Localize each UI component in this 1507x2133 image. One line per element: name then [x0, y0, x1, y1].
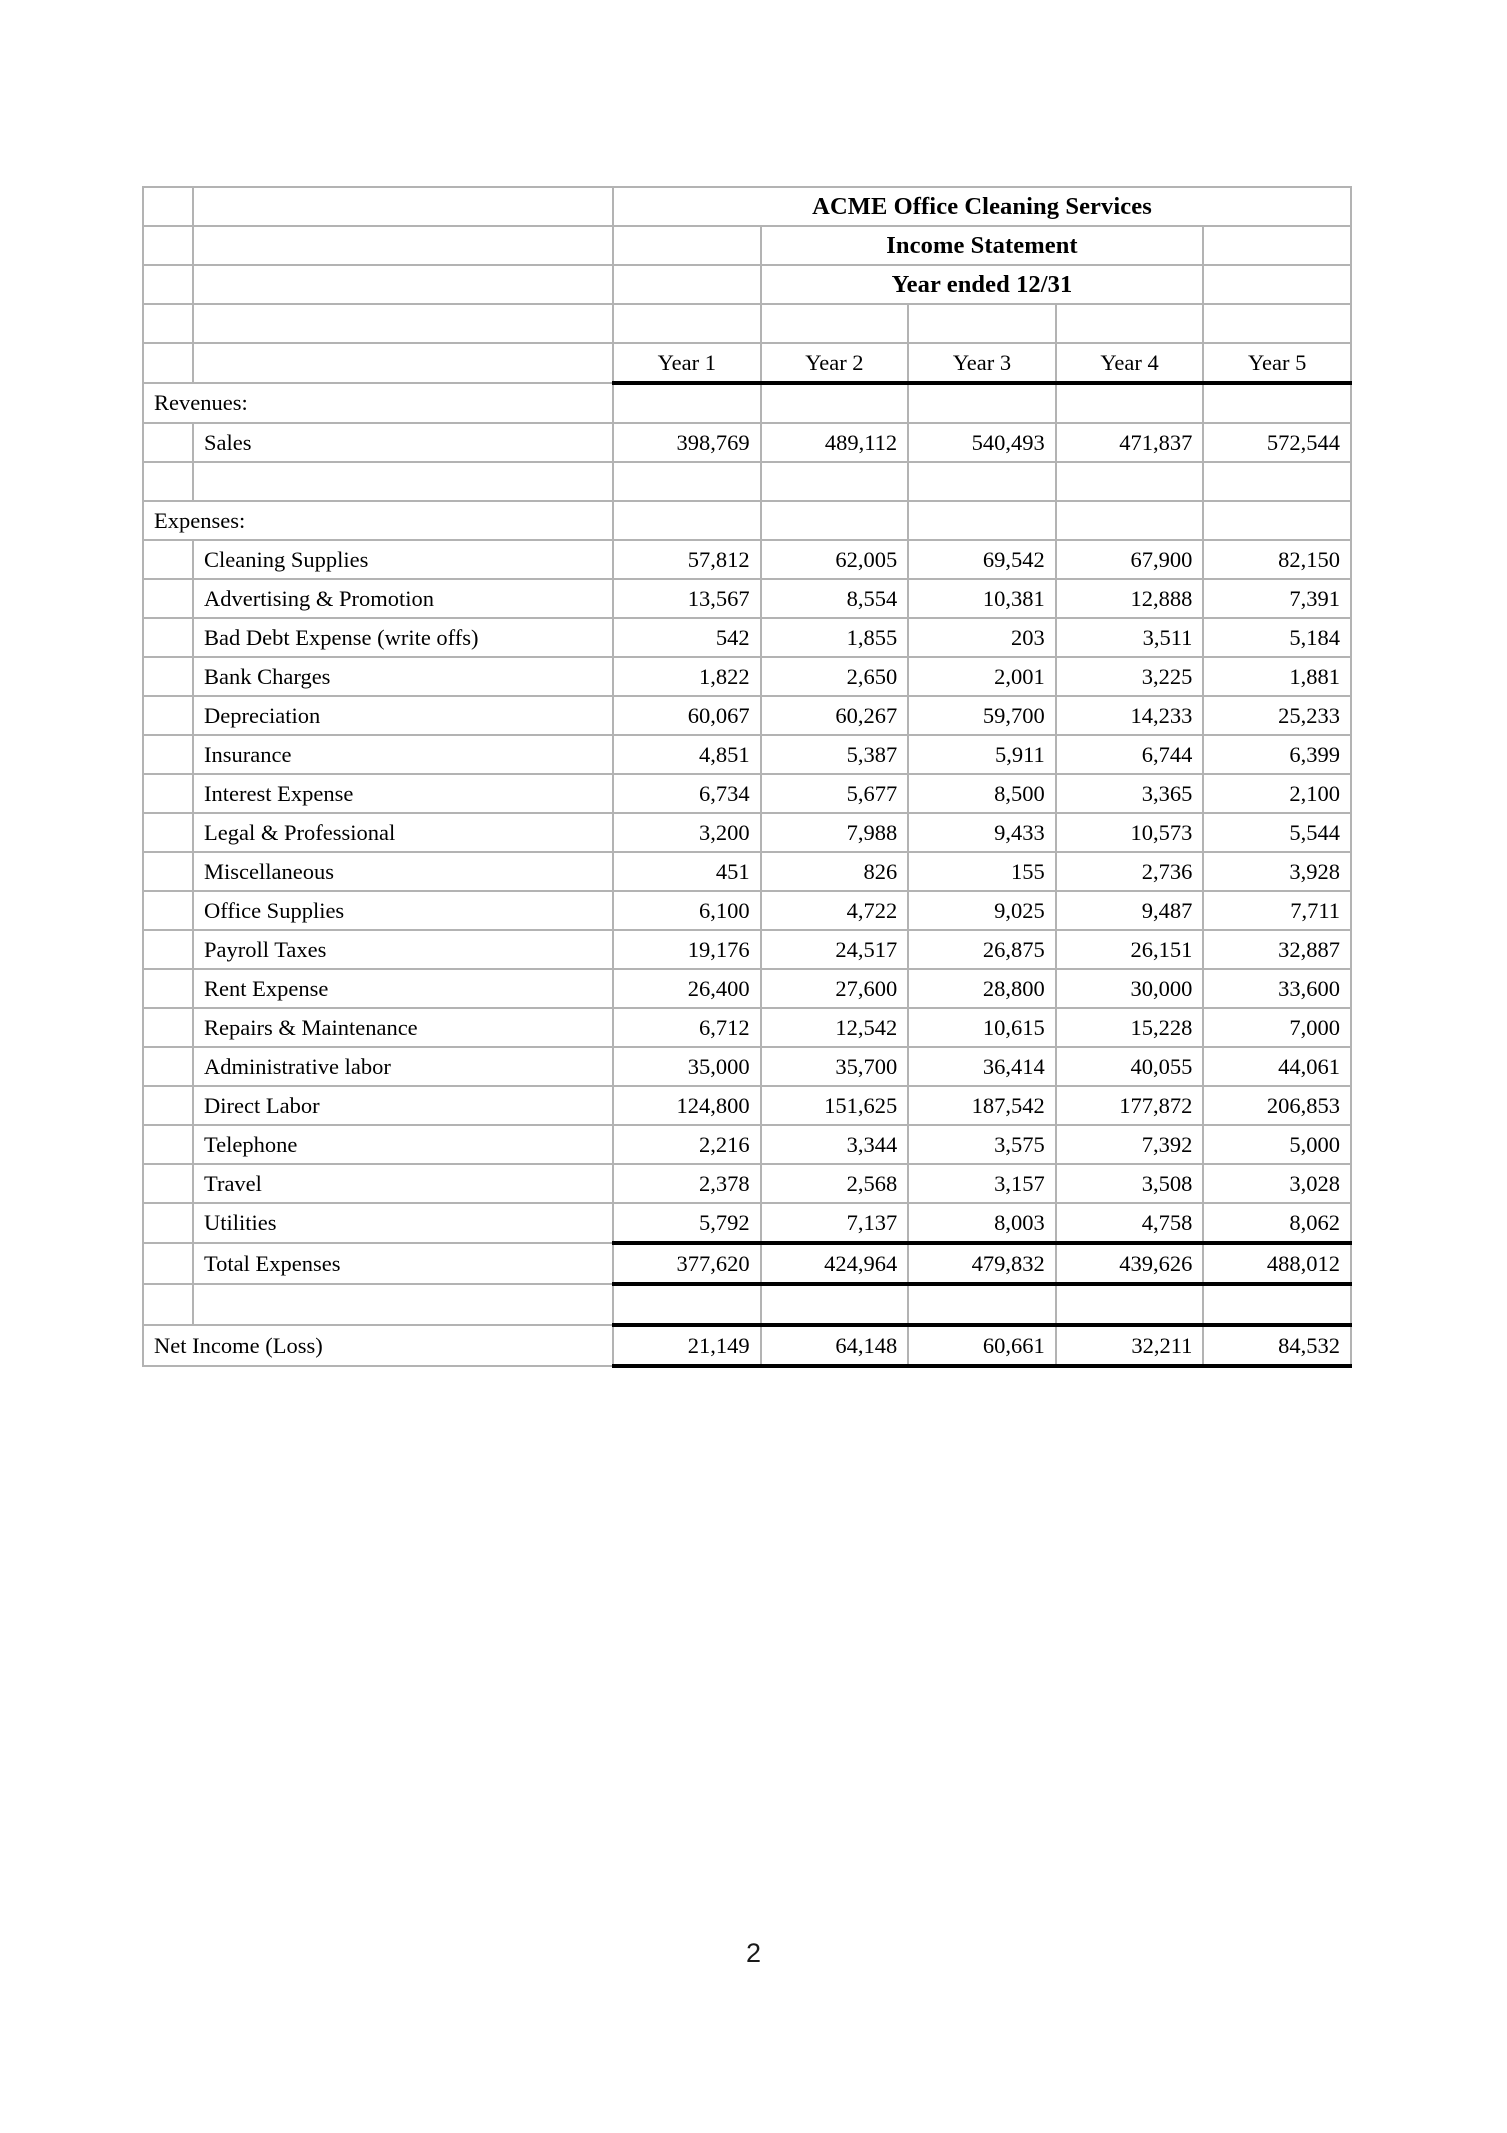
row-value: 5,911 — [908, 735, 1056, 774]
value-cell — [613, 501, 761, 540]
income-statement-table — [142, 186, 1352, 1368]
expenses-label: Expenses: — [143, 501, 613, 540]
row-value: 69,542 — [908, 540, 1056, 579]
row-value: 10,381 — [908, 579, 1056, 618]
row-value: 9,025 — [908, 891, 1056, 930]
row-value: 2,736 — [1056, 852, 1204, 891]
row-value: 84,532 — [1203, 1325, 1351, 1366]
row-value: 8,554 — [761, 579, 909, 618]
spacer-row — [143, 1284, 1351, 1325]
spacer-row — [143, 462, 1351, 501]
row-value: 203 — [908, 618, 1056, 657]
row-value: 21,149 — [613, 1325, 761, 1366]
row-value: 3,200 — [613, 813, 761, 852]
table-row — [143, 657, 1351, 696]
label-cell — [193, 304, 613, 343]
indent-cell — [143, 462, 193, 501]
row-value: 1,881 — [1203, 657, 1351, 696]
value-cell — [1203, 1284, 1351, 1325]
row-value: 32,211 — [1056, 1325, 1204, 1366]
row-value: 67,900 — [1056, 540, 1204, 579]
indent-cell — [143, 657, 193, 696]
indent-cell — [143, 735, 193, 774]
row-label: Legal & Professional — [193, 813, 613, 852]
row-value: 5,184 — [1203, 618, 1351, 657]
row-value: 9,433 — [908, 813, 1056, 852]
row-value: 10,573 — [1056, 813, 1204, 852]
indent-cell — [143, 891, 193, 930]
row-value: 40,055 — [1056, 1047, 1204, 1086]
row-value: 8,003 — [908, 1203, 1056, 1243]
row-label: Net Income (Loss) — [143, 1325, 613, 1366]
revenues-label: Revenues: — [143, 383, 613, 423]
row-label: Direct Labor — [193, 1086, 613, 1125]
row-value: 424,964 — [761, 1243, 909, 1284]
row-value: 9,487 — [1056, 891, 1204, 930]
spacer-row — [143, 304, 1351, 343]
row-value: 489,112 — [761, 423, 909, 462]
row-value: 451 — [613, 852, 761, 891]
value-cell — [1203, 383, 1351, 423]
row-label: Travel — [193, 1164, 613, 1203]
value-cell — [1056, 304, 1204, 343]
section-header-revenues — [143, 383, 1351, 423]
row-value: 3,575 — [908, 1125, 1056, 1164]
table-row — [143, 1325, 1351, 1366]
row-value: 572,544 — [1203, 423, 1351, 462]
row-value: 5,792 — [613, 1203, 761, 1243]
title-row-company — [143, 187, 1351, 226]
value-cell — [1203, 501, 1351, 540]
row-value: 2,100 — [1203, 774, 1351, 813]
indent-cell — [143, 618, 193, 657]
row-value: 13,567 — [613, 579, 761, 618]
row-value: 32,887 — [1203, 930, 1351, 969]
row-value: 15,228 — [1056, 1008, 1204, 1047]
indent-cell — [143, 187, 193, 226]
indent-cell — [143, 423, 193, 462]
row-label: Utilities — [193, 1203, 613, 1243]
row-value: 187,542 — [908, 1086, 1056, 1125]
table-row — [143, 540, 1351, 579]
row-value: 6,100 — [613, 891, 761, 930]
row-value: 6,744 — [1056, 735, 1204, 774]
indent-cell — [143, 969, 193, 1008]
value-cell — [613, 383, 761, 423]
table-row — [143, 969, 1351, 1008]
row-label: Payroll Taxes — [193, 930, 613, 969]
row-value: 24,517 — [761, 930, 909, 969]
row-label: Cleaning Supplies — [193, 540, 613, 579]
row-value: 5,677 — [761, 774, 909, 813]
column-header-year-4: Year 4 — [1056, 343, 1204, 383]
table-row — [143, 1243, 1351, 1284]
value-cell — [908, 383, 1056, 423]
period-title: Year ended 12/31 — [761, 265, 1204, 304]
row-value: 19,176 — [613, 930, 761, 969]
income-statement-sheet — [142, 186, 1350, 1368]
row-label: Telephone — [193, 1125, 613, 1164]
value-cell — [1056, 383, 1204, 423]
table-row — [143, 1125, 1351, 1164]
value-cell — [1203, 462, 1351, 501]
indent-cell — [143, 774, 193, 813]
row-value: 4,851 — [613, 735, 761, 774]
value-cell — [761, 501, 909, 540]
row-value: 12,888 — [1056, 579, 1204, 618]
indent-cell — [143, 579, 193, 618]
row-value: 398,769 — [613, 423, 761, 462]
row-value: 542 — [613, 618, 761, 657]
value-cell — [761, 1284, 909, 1325]
label-cell — [193, 226, 613, 265]
indent-cell — [143, 813, 193, 852]
row-value: 7,137 — [761, 1203, 909, 1243]
column-header-year-5: Year 5 — [1203, 343, 1351, 383]
row-value: 6,734 — [613, 774, 761, 813]
value-cell — [1056, 1284, 1204, 1325]
row-label: Advertising & Promotion — [193, 579, 613, 618]
table-row — [143, 1047, 1351, 1086]
row-value: 60,267 — [761, 696, 909, 735]
row-value: 26,151 — [1056, 930, 1204, 969]
row-value: 8,062 — [1203, 1203, 1351, 1243]
value-cell — [908, 462, 1056, 501]
row-value: 7,391 — [1203, 579, 1351, 618]
indent-cell — [143, 1125, 193, 1164]
statement-title: Income Statement — [761, 226, 1204, 265]
indent-cell — [143, 1243, 193, 1284]
row-value: 377,620 — [613, 1243, 761, 1284]
row-value: 3,511 — [1056, 618, 1204, 657]
row-value: 155 — [908, 852, 1056, 891]
row-label: Insurance — [193, 735, 613, 774]
row-value: 62,005 — [761, 540, 909, 579]
row-value: 3,365 — [1056, 774, 1204, 813]
column-header-row — [143, 343, 1351, 383]
value-cell — [1203, 304, 1351, 343]
row-value: 28,800 — [908, 969, 1056, 1008]
row-value: 4,722 — [761, 891, 909, 930]
row-value: 2,378 — [613, 1164, 761, 1203]
row-value: 26,400 — [613, 969, 761, 1008]
row-label: Sales — [193, 423, 613, 462]
row-value: 35,700 — [761, 1047, 909, 1086]
table-body — [143, 187, 1351, 423]
indent-cell — [143, 343, 193, 383]
year1-cell — [613, 265, 761, 304]
row-label: Repairs & Maintenance — [193, 1008, 613, 1047]
label-cell — [193, 1284, 613, 1325]
title-row-period — [143, 265, 1351, 304]
label-cell — [193, 265, 613, 304]
row-value: 64,148 — [761, 1325, 909, 1366]
table-row — [143, 1008, 1351, 1047]
row-value: 25,233 — [1203, 696, 1351, 735]
indent-cell — [143, 852, 193, 891]
row-value: 3,344 — [761, 1125, 909, 1164]
year5-cell — [1203, 226, 1351, 265]
row-value: 12,542 — [761, 1008, 909, 1047]
section-header-expenses — [143, 501, 1351, 540]
row-value: 6,712 — [613, 1008, 761, 1047]
indent-cell — [143, 226, 193, 265]
indent-cell — [143, 1086, 193, 1125]
table-row — [143, 1203, 1351, 1243]
row-value: 14,233 — [1056, 696, 1204, 735]
column-header-year-3: Year 3 — [908, 343, 1056, 383]
row-value: 5,000 — [1203, 1125, 1351, 1164]
indent-cell — [143, 304, 193, 343]
row-value: 2,650 — [761, 657, 909, 696]
row-value: 8,500 — [908, 774, 1056, 813]
value-cell — [761, 383, 909, 423]
row-value: 27,600 — [761, 969, 909, 1008]
table-row — [143, 579, 1351, 618]
table-row — [143, 930, 1351, 969]
row-value: 479,832 — [908, 1243, 1056, 1284]
column-header-year-2: Year 2 — [761, 343, 909, 383]
row-value: 35,000 — [613, 1047, 761, 1086]
row-value: 4,758 — [1056, 1203, 1204, 1243]
row-label: Administrative labor — [193, 1047, 613, 1086]
indent-cell — [143, 930, 193, 969]
row-value: 3,508 — [1056, 1164, 1204, 1203]
row-label: Bank Charges — [193, 657, 613, 696]
table-row — [143, 1164, 1351, 1203]
year5-cell — [1203, 265, 1351, 304]
row-value: 82,150 — [1203, 540, 1351, 579]
row-value: 488,012 — [1203, 1243, 1351, 1284]
table-row — [143, 813, 1351, 852]
company-title: ACME Office Cleaning Services — [613, 187, 1351, 226]
value-cell — [1056, 501, 1204, 540]
indent-cell — [143, 265, 193, 304]
row-value: 151,625 — [761, 1086, 909, 1125]
row-label: Office Supplies — [193, 891, 613, 930]
row-value: 1,855 — [761, 618, 909, 657]
table-row — [143, 696, 1351, 735]
row-value: 26,875 — [908, 930, 1056, 969]
indent-cell — [143, 1164, 193, 1203]
page-number: 2 — [745, 1938, 762, 1968]
row-value: 439,626 — [1056, 1243, 1204, 1284]
row-value: 2,568 — [761, 1164, 909, 1203]
row-value: 10,615 — [908, 1008, 1056, 1047]
indent-cell — [143, 1047, 193, 1086]
row-value: 7,000 — [1203, 1008, 1351, 1047]
row-value: 177,872 — [1056, 1086, 1204, 1125]
row-label: Depreciation — [193, 696, 613, 735]
row-value: 60,067 — [613, 696, 761, 735]
row-value: 7,711 — [1203, 891, 1351, 930]
row-value: 1,822 — [613, 657, 761, 696]
indent-cell — [143, 1284, 193, 1325]
row-value: 3,157 — [908, 1164, 1056, 1203]
row-value: 3,225 — [1056, 657, 1204, 696]
label-cell — [193, 343, 613, 383]
row-value: 57,812 — [613, 540, 761, 579]
row-value: 2,216 — [613, 1125, 761, 1164]
row-value: 6,399 — [1203, 735, 1351, 774]
table-row — [143, 735, 1351, 774]
table-row — [143, 852, 1351, 891]
value-cell — [1056, 462, 1204, 501]
row-value: 33,600 — [1203, 969, 1351, 1008]
row-value: 60,661 — [908, 1325, 1056, 1366]
row-value: 3,028 — [1203, 1164, 1351, 1203]
row-value: 471,837 — [1056, 423, 1204, 462]
value-cell — [908, 304, 1056, 343]
indent-cell — [143, 1203, 193, 1243]
indent-cell — [143, 540, 193, 579]
row-label: Miscellaneous — [193, 852, 613, 891]
value-cell — [613, 304, 761, 343]
row-value: 206,853 — [1203, 1086, 1351, 1125]
table-row — [143, 891, 1351, 930]
row-value: 2,001 — [908, 657, 1056, 696]
row-value: 826 — [761, 852, 909, 891]
column-header-year-1: Year 1 — [613, 343, 761, 383]
row-value: 5,387 — [761, 735, 909, 774]
row-value: 124,800 — [613, 1086, 761, 1125]
year1-cell — [613, 226, 761, 265]
table-row — [143, 423, 1351, 462]
row-value: 44,061 — [1203, 1047, 1351, 1086]
row-value: 540,493 — [908, 423, 1056, 462]
label-cell — [193, 462, 613, 501]
row-label: Bad Debt Expense (write offs) — [193, 618, 613, 657]
value-cell — [761, 462, 909, 501]
table-row — [143, 618, 1351, 657]
row-label: Rent Expense — [193, 969, 613, 1008]
value-cell — [761, 304, 909, 343]
value-cell — [613, 1284, 761, 1325]
value-cell — [613, 462, 761, 501]
value-cell — [908, 1284, 1056, 1325]
row-label: Total Expenses — [193, 1243, 613, 1284]
table-row — [143, 1086, 1351, 1125]
value-cell — [908, 501, 1056, 540]
indent-cell — [143, 1008, 193, 1047]
row-label: Interest Expense — [193, 774, 613, 813]
table-row — [143, 774, 1351, 813]
row-value: 59,700 — [908, 696, 1056, 735]
title-row-statement — [143, 226, 1351, 265]
row-value: 3,928 — [1203, 852, 1351, 891]
label-cell — [193, 187, 613, 226]
row-value: 7,988 — [761, 813, 909, 852]
row-value: 5,544 — [1203, 813, 1351, 852]
row-value: 7,392 — [1056, 1125, 1204, 1164]
row-value: 30,000 — [1056, 969, 1204, 1008]
row-value: 36,414 — [908, 1047, 1056, 1086]
indent-cell — [143, 696, 193, 735]
